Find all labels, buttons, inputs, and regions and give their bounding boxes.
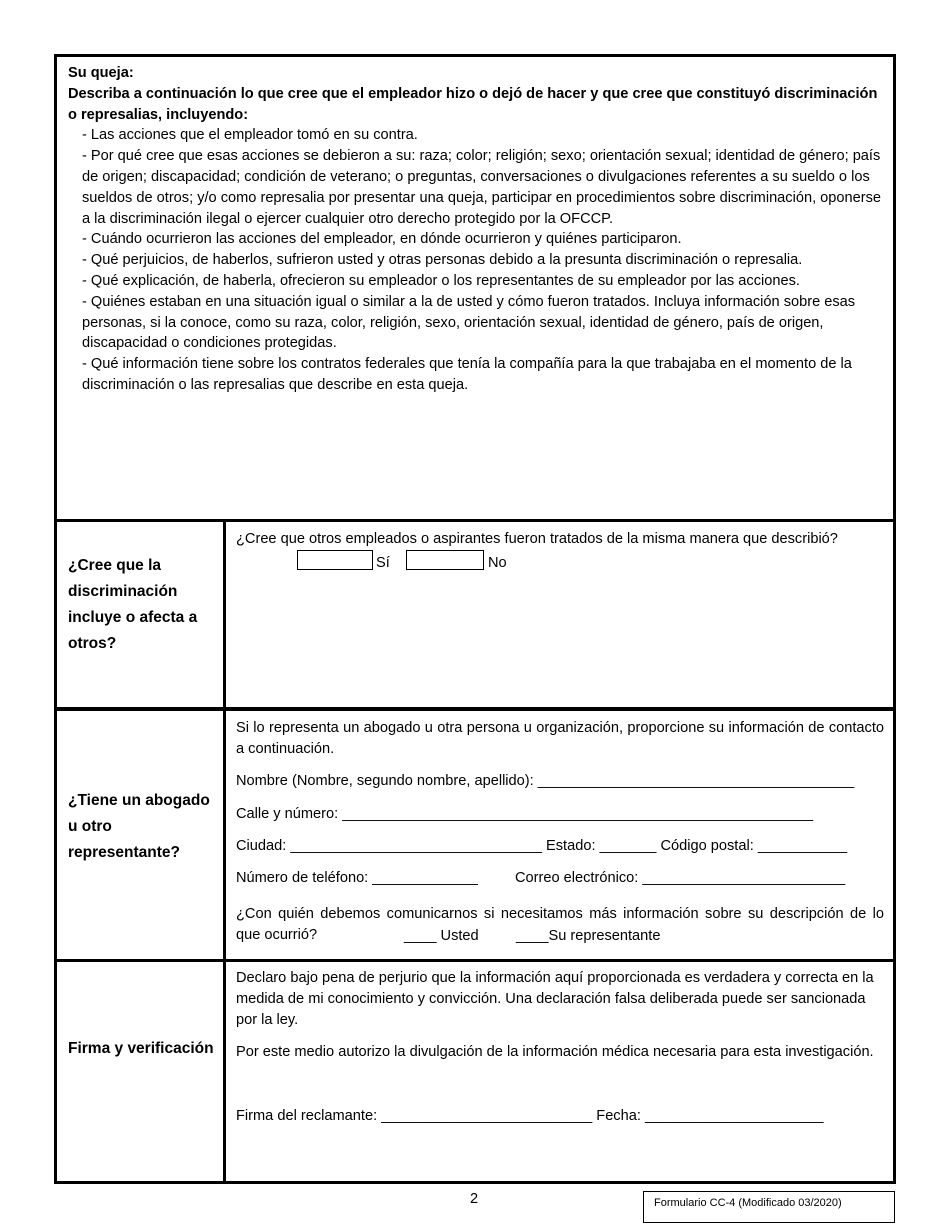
complaint-bullet-2: - Por qué cree que esas acciones se debieron a su: raza; color; religión; sexo; orientación sexual; identidad de género; país de origen; discapacidad; condición de veterano; o preguntas, conversaciones o divulgaciones referentes a su sueldo o los sueldos de otros; y/o como represalia por presentar una queja, participar en procedimientos sobre discriminación, oponerse a la discriminación ilegal o ejercer cualquier otro derecho protegido por la OFCCP. — [82, 148, 882, 227]
sign-declaration: Declaro bajo pena de perjurio que la información aquí proporcionada es verdadera y correcta en la medida de mi conocimiento y convicción. Una declaración falsa deliberada puede ser sancionada por la ley. — [236, 970, 874, 1028]
complaint-bullet-6: - Quiénes estaban en una situación igual o similar a la de usted y cómo fueron tratados. Incluya información sobre esas personas, si la conoce, como su raza, color, religión, sexo, orientación sexual, identidad de género, país de origen, discapacidad o condiciones protegidas. — [82, 293, 856, 352]
page-number: 2 — [469, 1191, 479, 1207]
rep-email-row — [515, 868, 845, 888]
complaint-text-block — [68, 63, 884, 396]
contact-option-rep-field[interactable]: ____ — [516, 928, 549, 944]
sign-label: Firma y verificación — [68, 1040, 214, 1057]
form-id: Formulario CC-4 (Modificado 03/2020) — [654, 1197, 842, 1209]
yes-label: Sí — [376, 555, 390, 571]
rep-street-row — [236, 804, 813, 824]
rep-street-label: Calle y número: — [236, 806, 343, 822]
contact-option-you-label: Usted — [440, 928, 479, 944]
yes-checkbox[interactable] — [297, 550, 373, 570]
complaint-instruction: Describa a continuación lo que cree que el empleador hizo o dejó de hacer y que cree que constituyó discriminación o represalias, incluyendo: — [68, 85, 878, 123]
rep-zip-field[interactable]: ___________ — [757, 838, 848, 854]
form-id-box — [643, 1191, 895, 1223]
rep-phone-row — [236, 868, 478, 888]
rep-city-label: Ciudad: — [236, 838, 291, 854]
rep-contact-question: ¿Con quién debemos comunicarnos si necesitamos más información sobre su descripción de lo que ocurrió? — [236, 906, 884, 943]
rep-name-field[interactable]: _______________________________________ — [537, 773, 855, 789]
sign-authorization: Por este medio autorizo la divulgación de la información médica necesaria para esta investigación. — [236, 1044, 874, 1060]
contact-option-rep-label: Su representante — [548, 928, 661, 944]
rep-state-field[interactable]: _______ — [599, 838, 657, 854]
contact-option-rep — [516, 926, 660, 946]
complaint-answer-area[interactable] — [70, 420, 880, 515]
sign-date-field[interactable]: ______________________ — [644, 1108, 824, 1124]
rep-phone-field[interactable]: _____________ — [372, 870, 478, 886]
no-label: No — [488, 555, 507, 571]
sign-date-label: Fecha: — [596, 1108, 645, 1124]
complaint-bullet-5: - Qué explicación, de haberla, ofrecieron su empleador o los representantes de su empleador por las acciones. — [82, 272, 800, 289]
complaint-bullet-4: - Qué perjuicios, de haberlos, sufrieron usted y otras personas debido a la presunta discriminación o represalia. — [82, 252, 803, 269]
rep-email-label: Correo electrónico: — [515, 870, 643, 886]
complaint-title: Su queja: — [68, 65, 134, 81]
others-question: ¿Cree que otros empleados o aspirantes fueron tratados de la misma manera que describió? — [236, 531, 838, 547]
rep-name-row — [236, 771, 854, 791]
contact-option-you-field[interactable]: ____ — [404, 928, 437, 944]
contact-option-you — [404, 926, 479, 946]
rep-intro: Si lo representa un abogado u otra persona u organización, proporcione su información de contacto a continuación. — [236, 720, 884, 757]
others-label: ¿Cree que la discriminación incluye o afecta a otros? — [68, 557, 198, 652]
sign-label-cell — [54, 959, 226, 1184]
sign-signature-field[interactable]: __________________________ — [381, 1108, 593, 1124]
rep-name-label: Nombre (Nombre, segundo nombre, apellido): — [236, 773, 538, 789]
rep-zip-label: Código postal: — [660, 838, 758, 854]
complaint-bullet-1: - Las acciones que el empleador tomó en su contra. — [82, 127, 418, 144]
rep-state-label: Estado: — [546, 838, 600, 854]
rep-city-row — [236, 836, 847, 856]
sign-signature-label: Firma del reclamante: — [236, 1108, 382, 1124]
rep-street-field[interactable]: __________________________________________________________ — [342, 806, 814, 822]
rep-phone-label: Número de teléfono: — [236, 870, 373, 886]
rep-label: ¿Tiene un abogado u otro representante? — [68, 792, 210, 861]
rep-email-field[interactable]: _________________________ — [642, 870, 846, 886]
complaint-bullet-7: - Qué información tiene sobre los contratos federales que tenía la compañía para la que trabajaba en el momento de la discriminación o las represalias que describe en esta queja. — [82, 356, 852, 393]
complaint-bullet-3: - Cuándo ocurrieron las acciones del empleador, en dónde ocurrieron y quiénes participaron. — [82, 231, 682, 248]
sign-signature-row — [236, 1106, 824, 1126]
rep-city-field[interactable]: _______________________________ — [290, 838, 542, 854]
no-checkbox[interactable] — [406, 550, 484, 570]
